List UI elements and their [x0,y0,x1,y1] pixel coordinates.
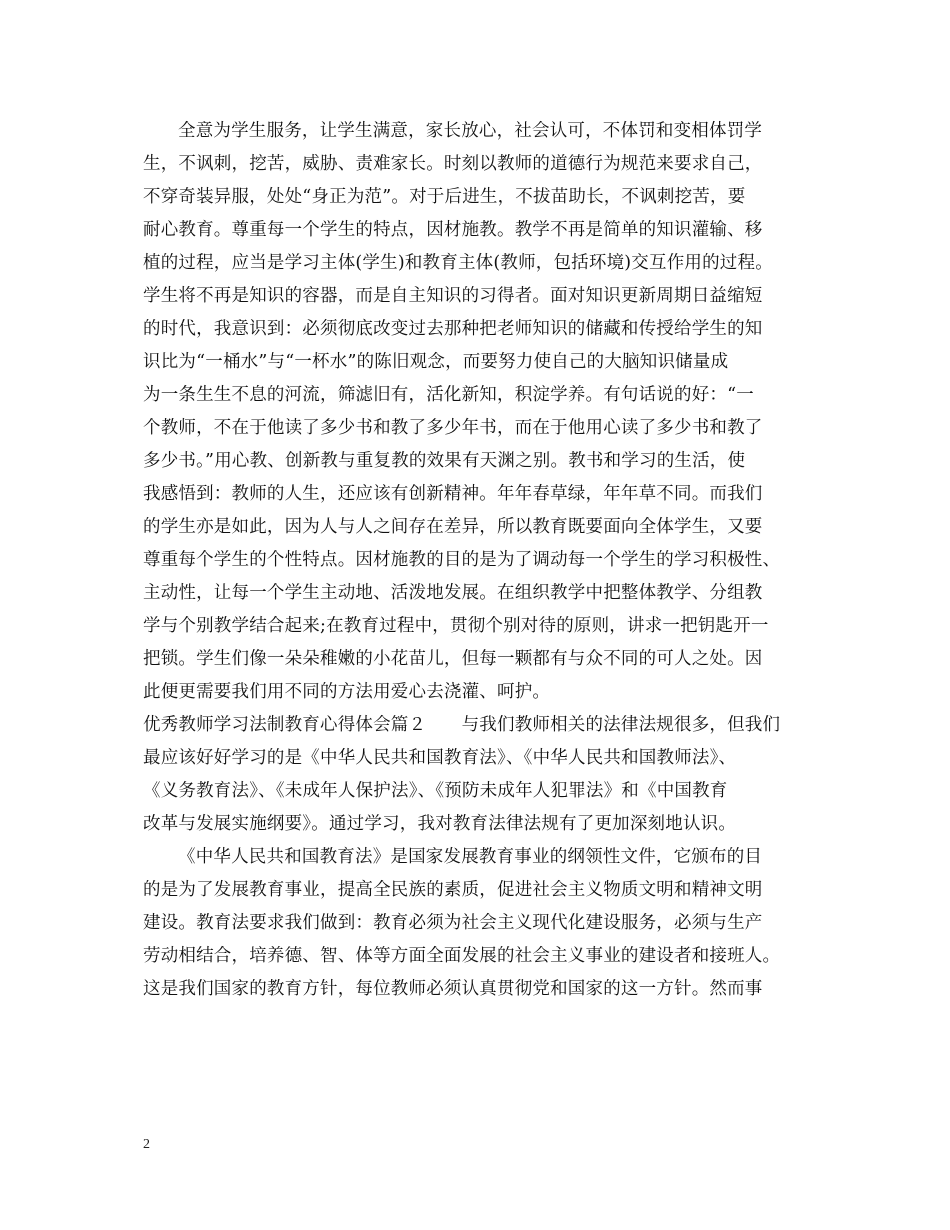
paragraph-line: 改革与发展实施纲要》。通过学习，我对教育法律法规有了更加深刻地认识。 [143,814,737,834]
section-heading-line: 优秀教师学习法制教育心得体会篇２ 与我们教师相关的法律法规很多，但我们 [143,715,781,735]
paragraph-line: 生，不讽刺，挖苦，威胁、责难家长。时刻以教师的道德行为规范来要求自己， [143,154,763,174]
paragraph-line: 个教师，不在于他读了多少书和教了多少年书，而在于他用心读了多少书和教了 [143,418,763,438]
paragraph-line: 全意为学生服务，让学生满意，家长放心，社会认可，不体罚和变相体罚学 [178,121,763,141]
paragraph-line: 识比为“一桶水”与“一杯水”的陈旧观念，而要努力使自己的大脑知识储量成 [143,352,729,372]
paragraph-line: 《中华人民共和国教育法》是国家发展教育事业的纲领性文件，它颁布的目 [178,847,763,867]
paragraph-line: 这是我们国家的教育方针，每位教师必须认真贯彻党和国家的这一方针。然而事 [143,979,763,999]
paragraph-line: 耐心教育。尊重每一个学生的特点，因材施教。教学不再是简单的知识灌输、移 [143,220,763,240]
paragraph-line: 的时代，我意识到：必须彻底改变过去那种把老师知识的储藏和传授给学生的知 [143,319,763,339]
paragraph-line: 学与个别教学结合起来;在教育过程中，贯彻个别对待的原则，讲求一把钥匙开一 [143,616,769,636]
page-number: 2 [143,1137,150,1152]
paragraph-line: 劳动相结合，培养德、智、体等方面全面发展的社会主义事业的建设者和接班人。 [143,946,781,966]
paragraph-line: 尊重每个学生的个性特点。因材施教的目的是为了调动每一个学生的学习积极性、 [143,550,781,570]
paragraph-line: 我感悟到：教师的人生，还应该有创新精神。年年春草绿，年年草不同。而我们 [143,484,763,504]
paragraph-line: 《义务教育法》、《未成年人保护法》、《预防未成年人犯罪法》和《中国教育 [143,781,728,801]
paragraph-line: 为一条生生不息的河流，筛滤旧有，活化新知，积淀学养。有句话说的好：“一 [143,385,754,405]
paragraph-line: 主动性，让每一个学生主动地、活泼地发展。在组织教学中把整体教学、分组教 [143,583,763,603]
paragraph-line: 植的过程，应当是学习主体(学生)和教育主体(教师，包括环境)交互作用的过程。 [143,253,773,273]
paragraph-line: 最应该好好学习的是《中华人民共和国教育法》、《中华人民共和国教师法》、 [143,748,737,768]
paragraph-line: 学生将不再是知识的容器，而是自主知识的习得者。面对知识更新周期日益缩短 [143,286,763,306]
paragraph-line: 建设。教育法要求我们做到：教育必须为社会主义现代化建设服务，必须与生产 [143,913,763,933]
paragraph-line: 的学生亦是如此，因为人与人之间存在差异，所以教育既要面向全体学生，又要 [143,517,763,537]
paragraph-line: 不穿奇装异服，处处“身正为范”。对于后进生，不拔苗助长，不讽刺挖苦，要 [143,187,746,207]
paragraph-line: 此便更需要我们用不同的方法用爱心去浇灌、呵护。 [143,682,551,702]
paragraph-line: 把锁。学生们像一朵朵稚嫩的小花苗儿，但每一颗都有与众不同的可人之处。因 [143,649,763,669]
paragraph-line: 多少书。”用心教、创新教与重复教的效果有天渊之别。教书和学习的生活，使 [143,451,746,471]
paragraph-line: 的是为了发展教育事业，提高全民族的素质，促进社会主义物质文明和精神文明 [143,880,763,900]
